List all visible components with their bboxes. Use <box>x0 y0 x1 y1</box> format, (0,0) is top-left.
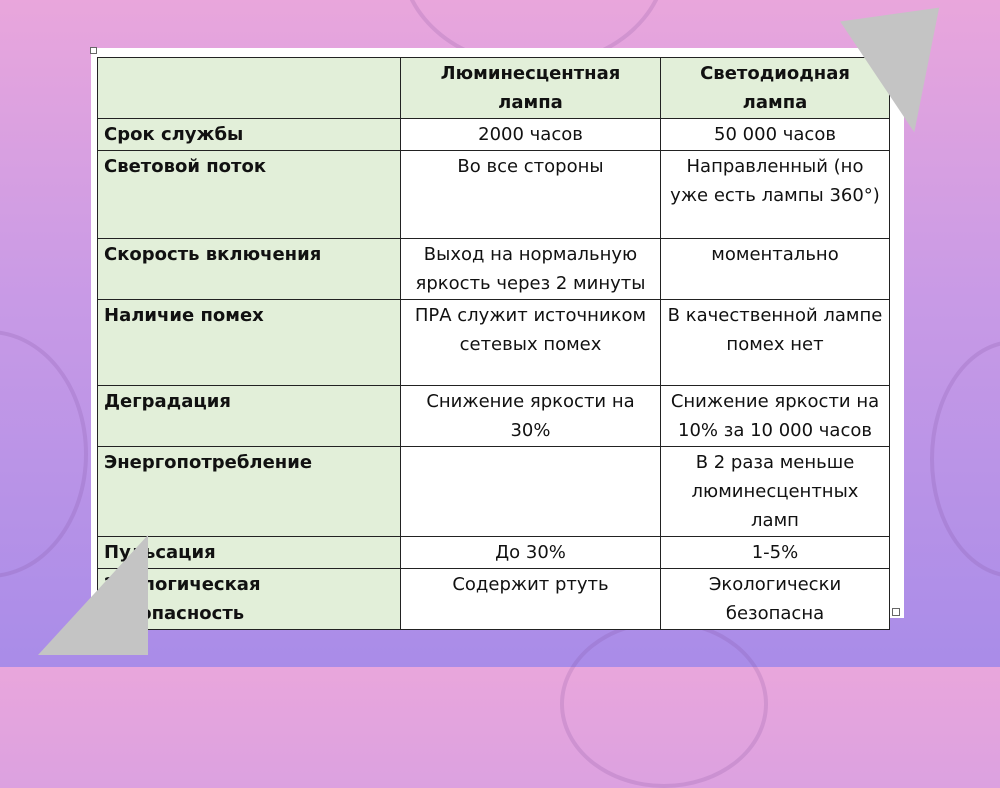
fluorescent-value: 2000 часов <box>401 119 661 151</box>
table-row <box>98 386 890 447</box>
table-move-handle[interactable] <box>90 47 97 54</box>
table-row <box>98 151 890 239</box>
led-value: Экологически безопасна <box>661 569 890 630</box>
led-value: Направленный (но уже есть лампы 360°) <box>661 151 890 239</box>
header-cell-led: Светодиодная лампа <box>661 58 890 119</box>
led-value: 1-5% <box>661 537 890 569</box>
header-cell-empty <box>98 58 401 119</box>
fluorescent-value: ПРА служит источником сетевых помех <box>401 300 661 386</box>
led-value: В качественной лампе помех нет <box>661 300 890 386</box>
table-row <box>98 119 890 151</box>
led-value: Снижение яркости на 10% за 10 000 часов <box>661 386 890 447</box>
led-value: моментально <box>661 239 890 300</box>
row-label: Наличие помех <box>98 300 401 386</box>
led-value: 50 000 часов <box>661 119 890 151</box>
fluorescent-value: Снижение яркости на 30% <box>401 386 661 447</box>
row-label: Скорость включения <box>98 239 401 300</box>
lightbulb-outline-icon <box>560 620 768 788</box>
row-label: Световой поток <box>98 151 401 239</box>
fluorescent-value: До 30% <box>401 537 661 569</box>
row-label: Пульсация <box>98 537 401 569</box>
table-row <box>98 537 890 569</box>
table-row <box>98 569 890 630</box>
fluorescent-value: Выход на нормальную яркость через 2 минуты <box>401 239 661 300</box>
led-value: В 2 раза меньше люминесцентных ламп <box>661 447 890 537</box>
fluorescent-value: Во все стороны <box>401 151 661 239</box>
header-cell-fluorescent: Люминесцентная лампа <box>401 58 661 119</box>
table-row <box>98 447 890 537</box>
header-row <box>98 58 890 119</box>
fluorescent-value: Содержит ртуть <box>401 569 661 630</box>
table-row <box>98 300 890 386</box>
comparison-table <box>97 57 890 630</box>
row-label: Энергопотребление <box>98 447 401 537</box>
table-resize-handle[interactable] <box>892 608 900 616</box>
row-label: Срок службы <box>98 119 401 151</box>
lightbulb-outline-icon <box>0 330 88 578</box>
row-label: Деградация <box>98 386 401 447</box>
fluorescent-value <box>401 447 661 537</box>
row-label: Экологическая безопасность <box>98 569 401 630</box>
table-row <box>98 239 890 300</box>
lightbulb-outline-icon <box>930 340 1000 578</box>
